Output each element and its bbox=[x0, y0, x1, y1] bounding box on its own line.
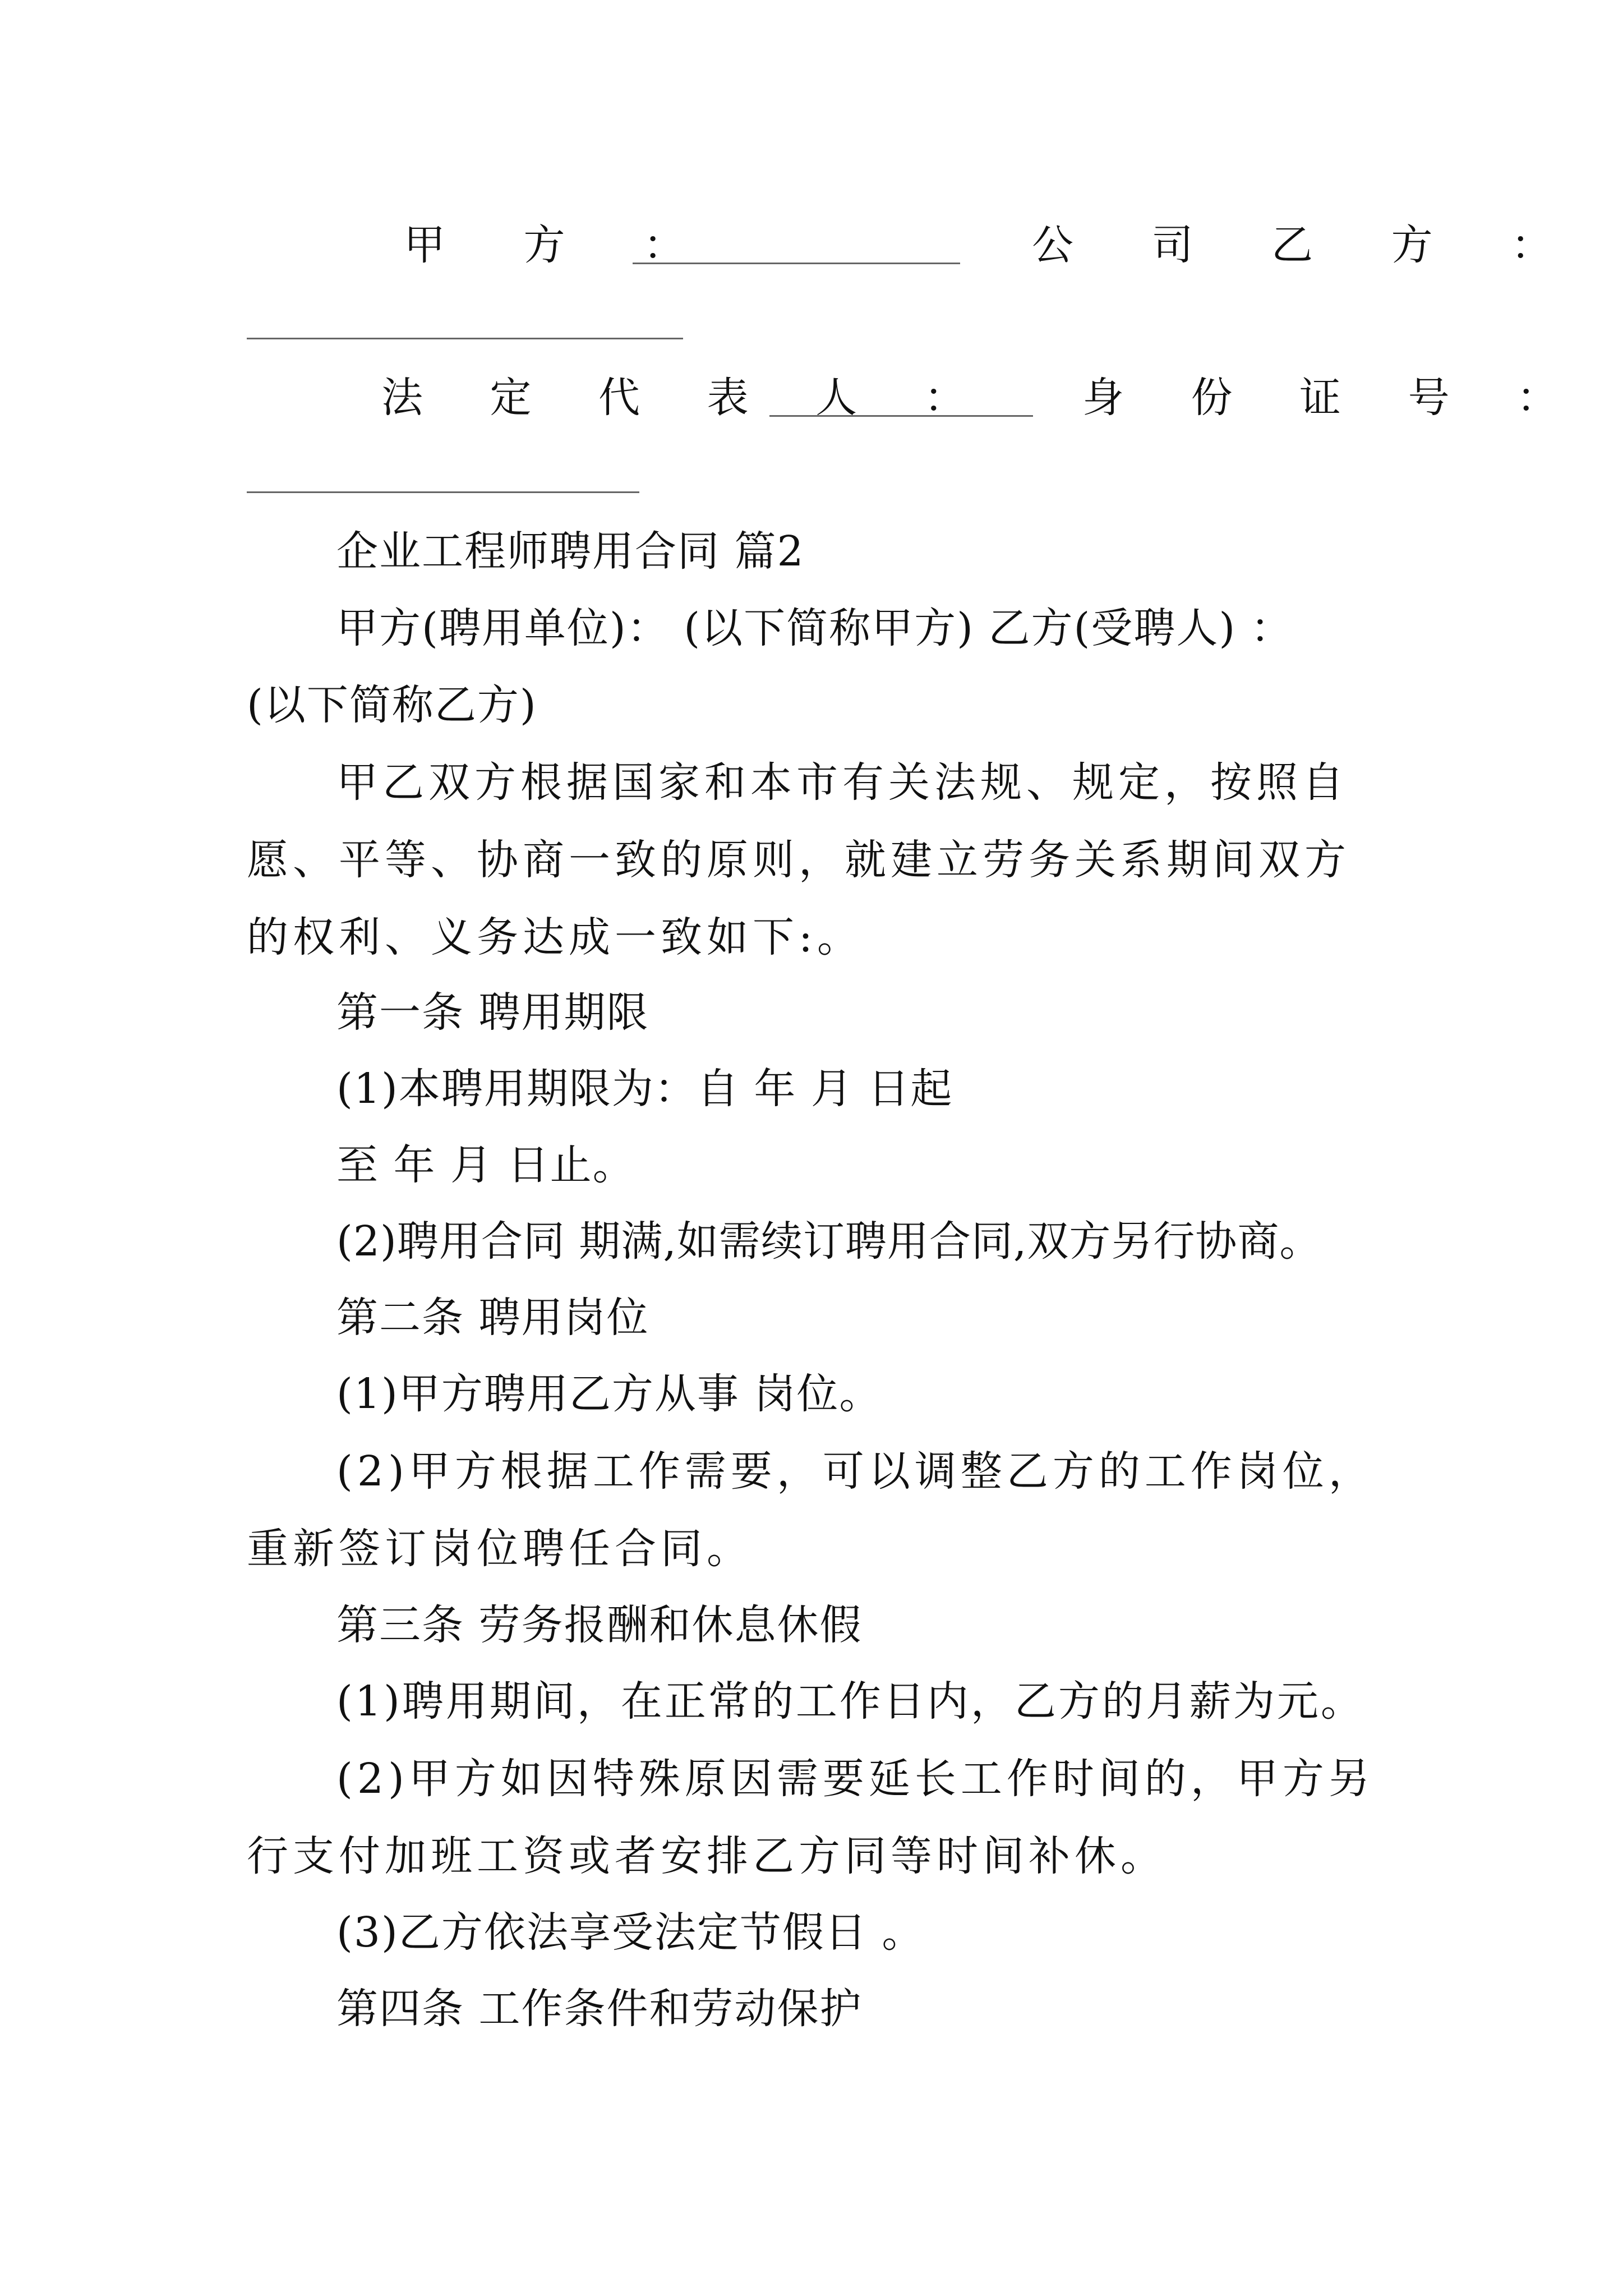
article2-title: 第二条 聘用岗位 bbox=[336, 1294, 649, 1342]
article1-item1-a: (1)本聘用期限为：自 年 月 日起 bbox=[336, 1065, 953, 1113]
article2-item1: (1)甲方聘用乙方从事 岗位。 bbox=[336, 1370, 882, 1418]
preamble-paragraph: 甲乙双方根据国家和本市有关法规、规定，按照自愿、平等、协商一致的原则，就建立劳务关系期间双方的权利、义务达成一致如下:。 bbox=[247, 758, 1350, 961]
article2-item2: (2)甲方根据工作需要，可以调整乙方的工作岗位，重新签订岗位聘任合同。 bbox=[247, 1447, 1375, 1573]
company-party-b-label: 公 司 乙 方 ： bbox=[1032, 221, 1585, 269]
parties-line-1: 甲方(聘用单位)： (以下简称甲方) 乙方(受聘人) ： bbox=[336, 604, 1293, 652]
legal-rep-blank bbox=[769, 415, 1033, 417]
parties-line-2: (以下简称乙方) bbox=[247, 681, 537, 729]
id-number-blank bbox=[247, 491, 639, 493]
article1-item1-b: 至 年 月 日止。 bbox=[336, 1141, 635, 1189]
article3-item1: (1)聘用期间，在正常的工作日内，乙方的月薪为元。 bbox=[336, 1677, 1364, 1726]
article1-title: 第一条 聘用期限 bbox=[336, 988, 649, 1037]
article3-item3: (3)乙方依法享受法定节假日 。 bbox=[336, 1908, 925, 1957]
party-a-blank bbox=[633, 263, 960, 264]
party-b-blank bbox=[247, 338, 683, 339]
article3-item2: (2)甲方如因特殊原因需要延长工作时间的，甲方另行支付加班工资或者安排乙方同等时间补休。 bbox=[247, 1755, 1375, 1880]
contract-title: 企业工程师聘用合同 篇2 bbox=[336, 527, 805, 576]
article1-item2: (2)聘用合同 期满,如需续订聘用合同,双方另行协商。 bbox=[336, 1217, 1322, 1266]
id-number-label: 身 份 证 号 ： bbox=[1082, 374, 1585, 422]
article4-title: 第四条 工作条件和劳动保护 bbox=[336, 1985, 863, 2033]
article3-title: 第三条 劳务报酬和休息休假 bbox=[336, 1601, 863, 1649]
legal-rep-label: 法 定 代 表 人 ： bbox=[381, 374, 993, 422]
party-a-label: 甲 方 ： bbox=[404, 221, 718, 269]
